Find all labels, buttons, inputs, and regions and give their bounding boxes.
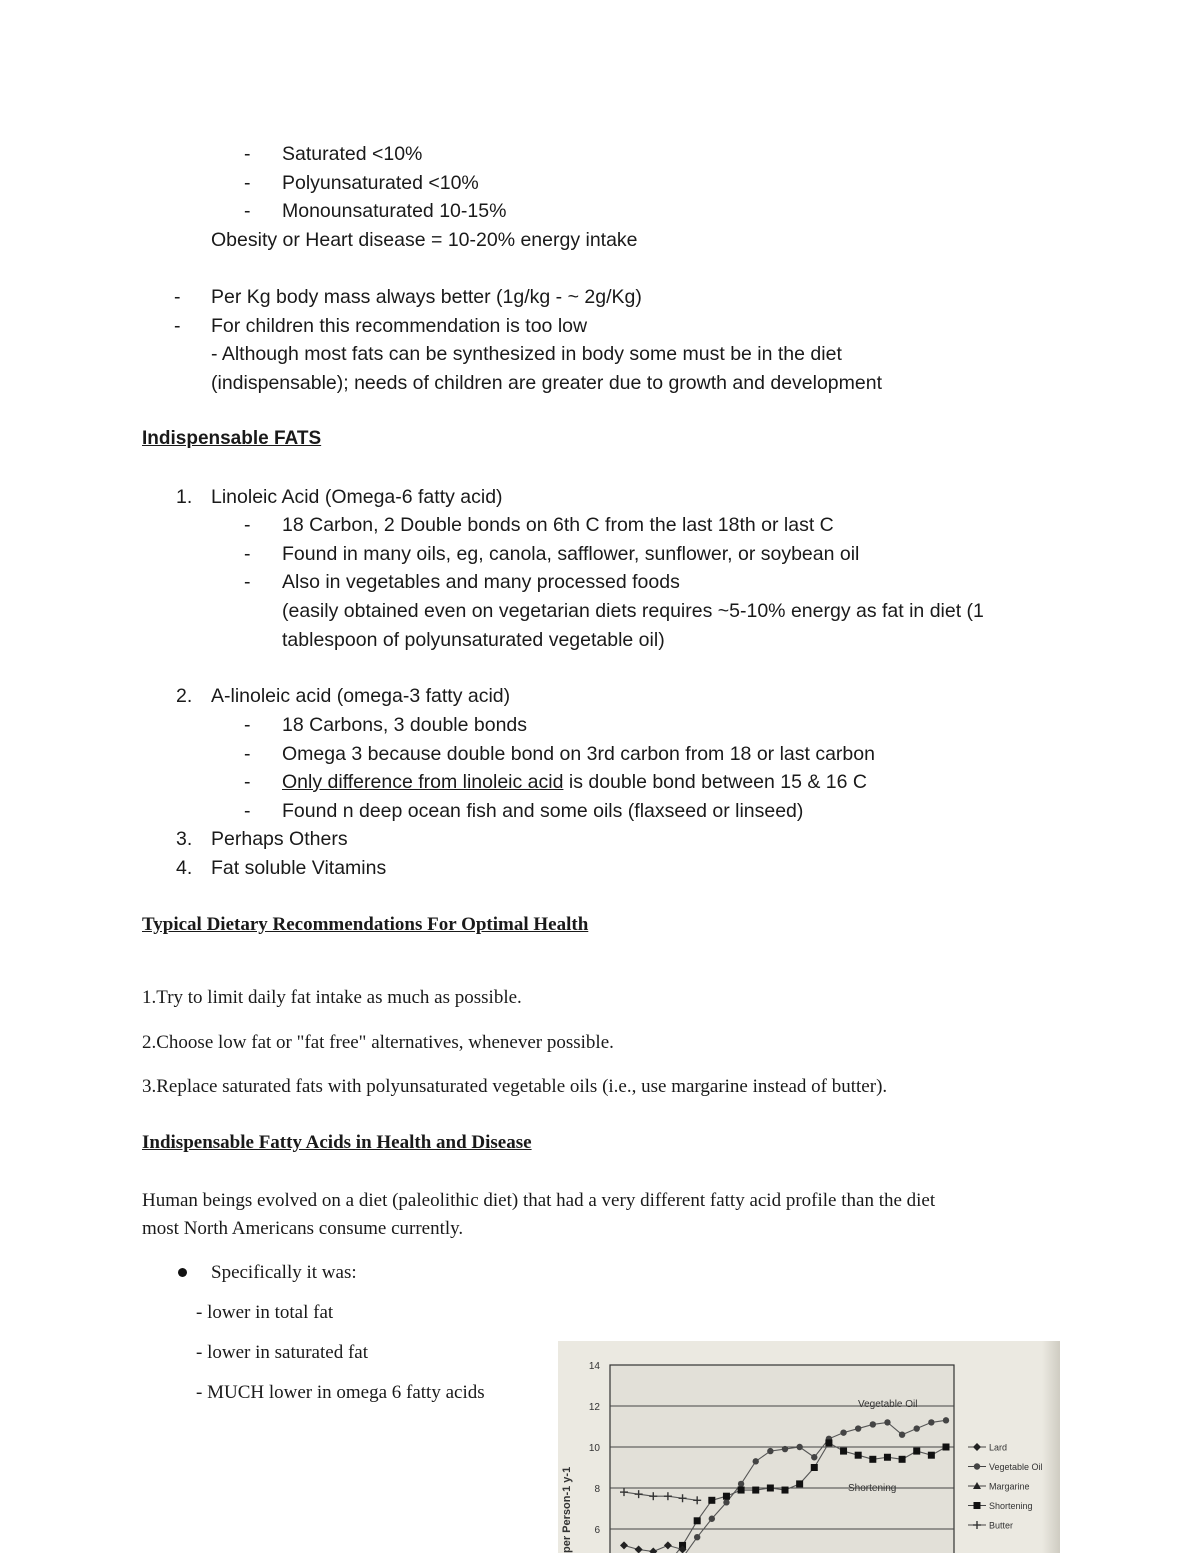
dash: - [244, 743, 251, 765]
data-point [753, 1458, 759, 1464]
data-point [694, 1534, 700, 1540]
sub-text: (indispensable); needs of children are greater due to growth and development [211, 372, 883, 394]
list-item: Also in vegetables and many processed foods [282, 571, 680, 593]
list-item: Monounsaturated 10-15% [282, 200, 507, 222]
list-item: For children this recommendation is too low [211, 315, 588, 337]
list-number: 1. [176, 486, 193, 508]
data-point [899, 1432, 905, 1438]
dash: - [244, 543, 251, 565]
y-tick-label: 14 [588, 1361, 600, 1372]
data-point [928, 1452, 935, 1459]
data-point [943, 1444, 950, 1451]
paragraph-line: Human beings evolved on a diet (paleolithic diet) that had a very different fatty acid profile than the diet [142, 1190, 936, 1211]
list-number: 3. [176, 828, 193, 850]
chart-svg [558, 1341, 1060, 1553]
data-point [694, 1517, 701, 1524]
data-point [723, 1499, 729, 1505]
dash: - [244, 800, 251, 822]
legend-label: Vegetable Oil [989, 1462, 1043, 1472]
section-heading: Indispensable Fatty Acids in Health and Disease [142, 1132, 532, 1153]
list-item-title: A-linoleic acid (omega-3 fatty acid) [211, 685, 511, 707]
data-point [738, 1487, 745, 1494]
data-point [811, 1464, 818, 1471]
list-item: Polyunsaturated <10% [282, 172, 479, 194]
list-item-title: Linoleic Acid (Omega-6 fatty acid) [211, 486, 503, 508]
dash: - [244, 143, 251, 165]
dash: - [244, 200, 251, 222]
y-tick-label: 12 [588, 1402, 600, 1413]
list-item [282, 771, 867, 794]
paragraph-line: most North Americans consume currently. [142, 1218, 464, 1239]
data-point [914, 1425, 920, 1431]
legend-marker [974, 1463, 980, 1469]
recommendation-item: 2.Choose low fat or "fat free" alternatives, whenever possible. [142, 1032, 614, 1053]
list-item: Saturated <10% [282, 143, 423, 165]
sub-item: - lower in total fat [196, 1302, 334, 1323]
legend-marker [974, 1502, 981, 1509]
sub-item: - MUCH lower in omega 6 fatty acids [196, 1382, 485, 1403]
recommendation-item: 3.Replace saturated fats with polyunsaturated vegetable oils (i.e., use margarine instead of butter). [142, 1076, 888, 1097]
list-number: 2. [176, 685, 193, 707]
data-point [869, 1456, 876, 1463]
data-point [943, 1417, 949, 1423]
list-item-rest: is double bond between 15 & 16 C [563, 771, 867, 793]
data-point [782, 1446, 788, 1452]
data-point [796, 1480, 803, 1487]
legend-label: Lard [989, 1442, 1008, 1453]
list-item: 18 Carbons, 3 double bonds [282, 714, 528, 736]
data-point [884, 1454, 891, 1461]
list-item: 18 Carbon, 2 Double bonds on 6th C from the last 18th or last C [282, 514, 834, 536]
underlined-text: Only difference from linoleic acid [282, 771, 564, 793]
data-point [855, 1425, 861, 1431]
data-point [825, 1439, 832, 1446]
legend-label: Butter [989, 1520, 1014, 1531]
bullet-icon [178, 1268, 187, 1277]
dash: - [244, 514, 251, 536]
sub-text: - Although most fats can be synthesized in body some must be in the diet [211, 343, 842, 365]
data-point [752, 1487, 759, 1494]
y-tick-label: 8 [594, 1484, 600, 1495]
dash: - [174, 286, 181, 308]
dash: - [244, 771, 251, 793]
legend-label: Margarine [989, 1481, 1030, 1492]
annotation-label: Vegetable Oil [858, 1399, 918, 1410]
y-tick-label: 10 [588, 1443, 600, 1454]
dash: - [244, 714, 251, 736]
dash: - [244, 172, 251, 194]
data-point [767, 1448, 773, 1454]
section-heading: Typical Dietary Recommendations For Optimal Health [142, 914, 589, 935]
data-point [840, 1429, 846, 1435]
legend-label: Shortening [989, 1501, 1033, 1511]
data-point [840, 1448, 847, 1455]
data-point [767, 1485, 774, 1492]
list-item: Found n deep ocean fish and some oils (flaxseed or linseed) [282, 800, 804, 822]
note: Obesity or Heart disease = 10-20% energy intake [211, 229, 638, 251]
list-item: Omega 3 because double bond on 3rd carbon from 18 or last carbon [282, 743, 875, 765]
data-point [811, 1454, 817, 1460]
data-point [855, 1452, 862, 1459]
data-point [738, 1481, 744, 1487]
sub-item: - lower in saturated fat [196, 1342, 368, 1363]
recommendation-item: 1.Try to limit daily fat intake as much as possible. [142, 987, 522, 1008]
data-point [796, 1444, 802, 1450]
list-item: Per Kg body mass always better (1g/kg - ~ 2g/Kg) [211, 286, 642, 308]
dash: - [244, 571, 251, 593]
data-point [709, 1516, 715, 1522]
data-point [782, 1487, 789, 1494]
data-point [870, 1421, 876, 1427]
list-number: 4. [176, 857, 193, 879]
legend-marker [973, 1443, 981, 1451]
data-point [723, 1493, 730, 1500]
data-point [884, 1419, 890, 1425]
data-point [899, 1456, 906, 1463]
annotation-label: Shortening [848, 1483, 897, 1494]
y-tick-label: 6 [594, 1525, 600, 1536]
bullet-text: Specifically it was: [211, 1262, 357, 1283]
fat-consumption-chart [558, 1341, 1060, 1553]
data-point [913, 1448, 920, 1455]
data-point [708, 1497, 715, 1504]
dash: - [174, 315, 181, 337]
section-heading: Indispensable FATS [142, 428, 322, 449]
data-point [928, 1419, 934, 1425]
sub-text: (easily obtained even on vegetarian diets requires ~5-10% energy as fat in diet (1 [282, 600, 984, 622]
list-item-title: Perhaps Others [211, 828, 348, 850]
y-axis-label: per Person-1 y-1 [561, 1466, 573, 1553]
sub-text: tablespoon of polyunsaturated vegetable oil) [282, 629, 665, 651]
list-item: Found in many oils, eg, canola, safflower, sunflower, or soybean oil [282, 543, 860, 565]
list-item-title: Fat soluble Vitamins [211, 857, 387, 879]
